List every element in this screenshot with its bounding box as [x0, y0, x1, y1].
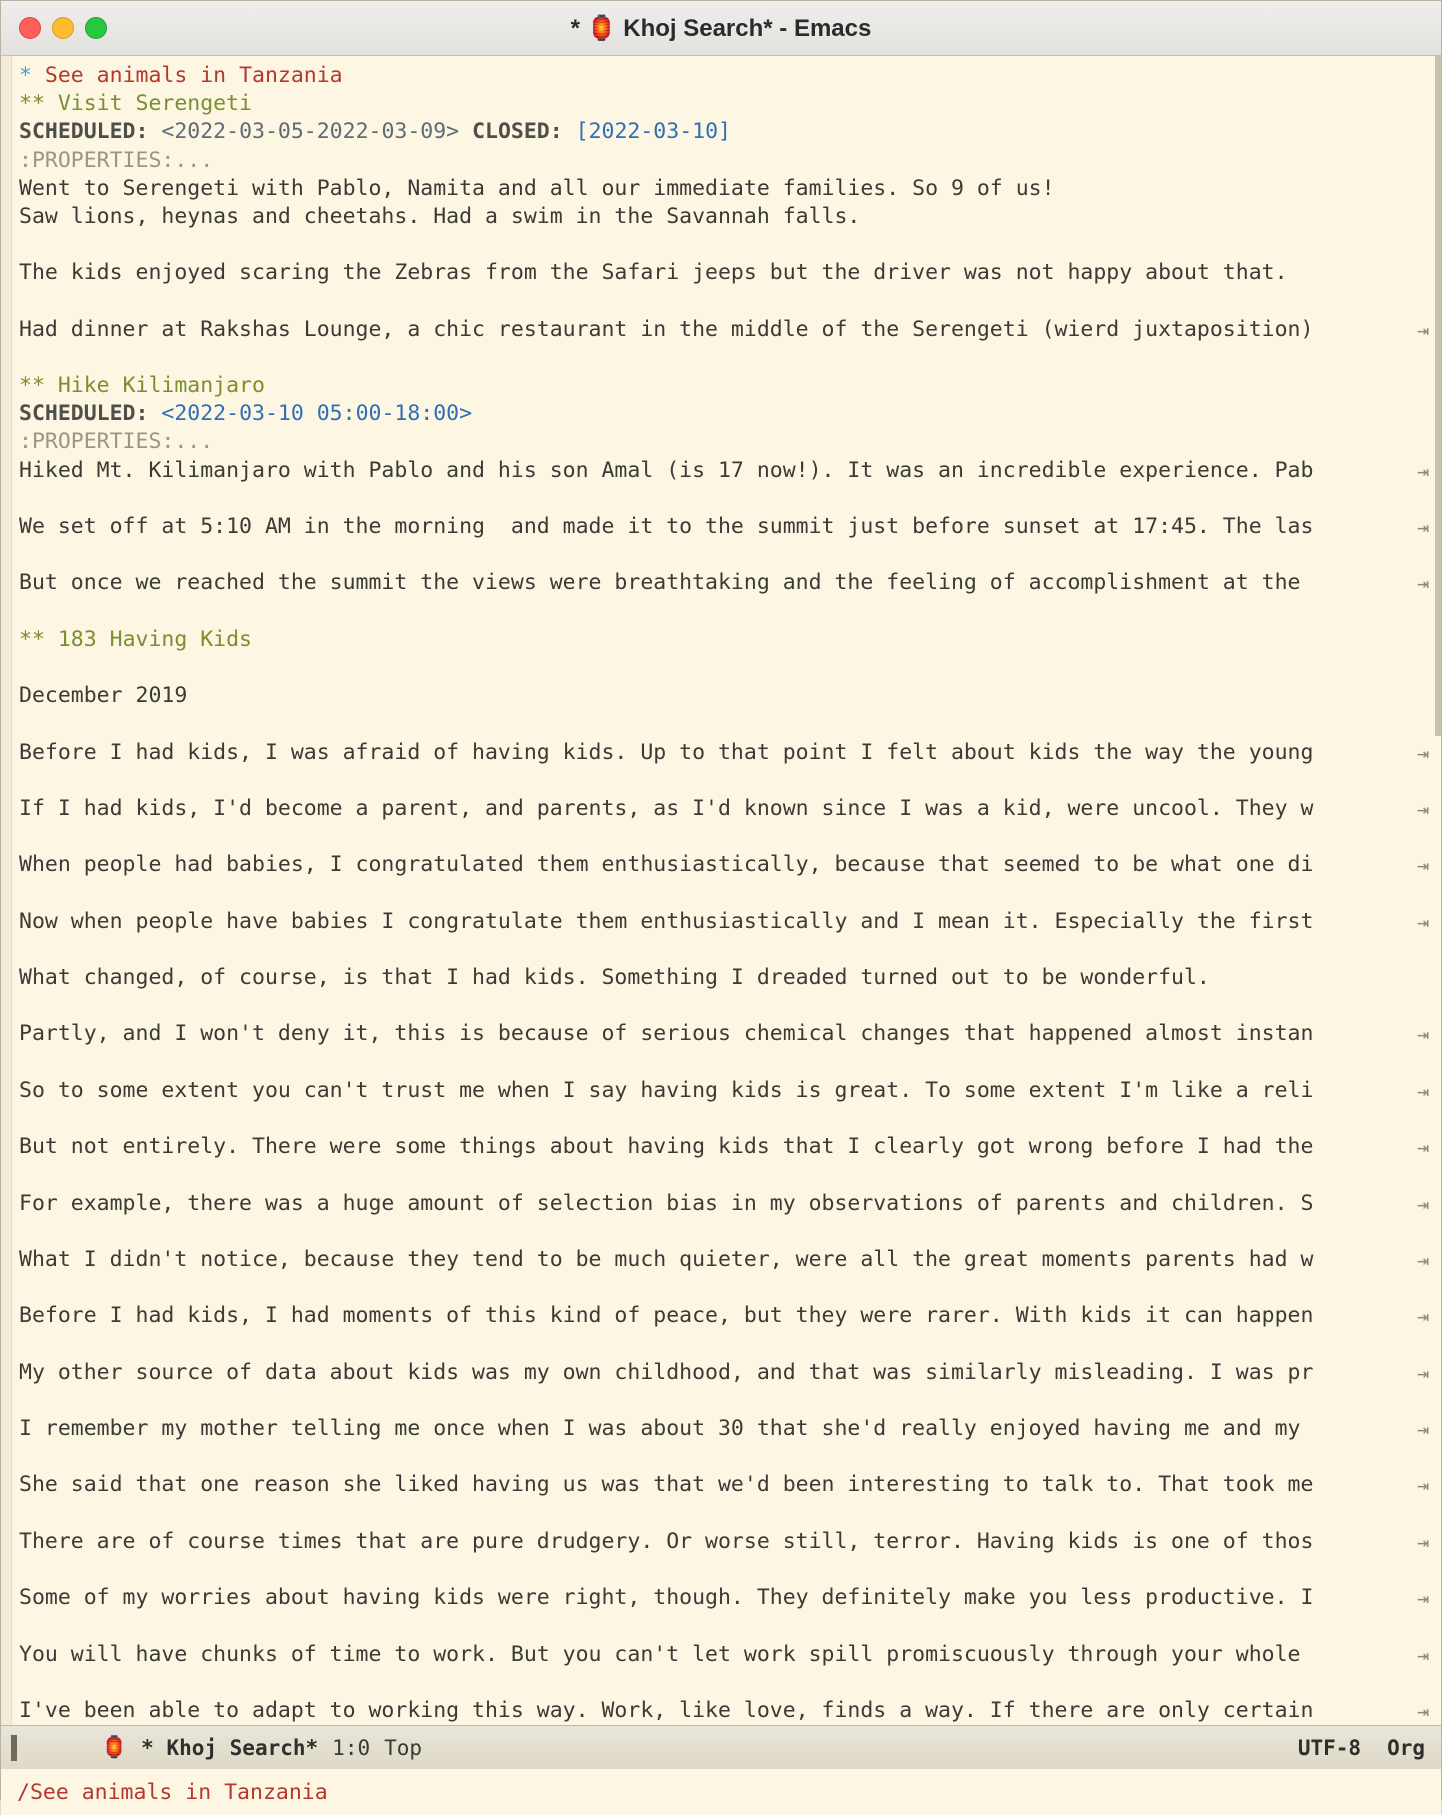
body-line: There are of course times that are pure drudgery. Or worse still, terror. Having kids is one of thos ⇥	[1, 1528, 1441, 1556]
org-heading-1[interactable]	[1, 62, 1441, 90]
scheduled-keyword: SCHEDULED:	[19, 119, 149, 145]
mode-line-right	[1298, 1736, 1425, 1760]
body-line: Partly, and I won't deny it, this is because of serious chemical changes that happened almost instan ⇥	[1, 1020, 1441, 1048]
blank-line	[1, 879, 1441, 907]
line-continuation-icon: ⇥	[1416, 317, 1429, 342]
body-line: So to some extent you can't trust me when I say having kids is great. To some extent I'm like a reli ⇥	[1, 1077, 1441, 1105]
blank-line	[1, 344, 1441, 372]
body-line: Before I had kids, I was afraid of having kids. Up to that point I felt about kids the way the young ⇥	[1, 739, 1441, 767]
blank-line	[1, 654, 1441, 682]
blank-line	[1, 1612, 1441, 1640]
body-line: Had dinner at Rakshas Lounge, a chic restaurant in the middle of the Serengeti (wierd juxtaposition) ⇥	[1, 316, 1441, 344]
blank-line	[1, 231, 1441, 259]
body-line: If I had kids, I'd become a parent, and parents, as I'd known since I was a kid, were uncool. They w ⇥	[1, 795, 1441, 823]
blank-line	[1, 1049, 1441, 1077]
blank-line	[1, 823, 1441, 851]
blank-line	[1, 1105, 1441, 1133]
line-continuation-icon: ⇥	[1416, 1529, 1429, 1554]
khoj-lantern-icon: 🏮	[101, 1735, 128, 1760]
mode-line-major-mode[interactable]: Org	[1387, 1735, 1425, 1760]
blank-line	[1, 1500, 1441, 1528]
blank-line	[1, 288, 1441, 316]
line-continuation-icon: ⇥	[1416, 1191, 1429, 1216]
line-continuation-icon: ⇥	[1416, 740, 1429, 765]
blank-line	[1, 1330, 1441, 1358]
mode-line-scroll-state: Top	[384, 1735, 423, 1760]
line-continuation-icon: ⇥	[1416, 1473, 1429, 1498]
window-title-prefix: *	[570, 14, 587, 42]
heading-text: See animals in Tanzania	[44, 63, 343, 88]
body-line: When people had babies, I congratulated them enthusiastically, because that seemed to be what one di ⇥	[1, 851, 1441, 879]
heading-text: Hike Kilimanjaro	[57, 373, 265, 399]
line-continuation-icon: ⇥	[1416, 1698, 1429, 1723]
properties-drawer[interactable]: :PROPERTIES:...	[19, 147, 214, 173]
scheduled-closed-line	[1, 118, 1441, 146]
closed-timestamp[interactable]: [2022-03-10]	[575, 119, 731, 145]
heading-text: Visit Serengeti	[57, 91, 253, 117]
window-title	[1, 14, 1441, 43]
line-continuation-icon: ⇥	[1416, 1022, 1429, 1047]
body-line: The kids enjoyed scaring the Zebras from the Safari jeeps but the driver was not happy about that.	[19, 260, 1288, 286]
line-continuation-icon: ⇥	[1416, 1417, 1429, 1441]
properties-drawer[interactable]: :PROPERTIES:...	[19, 429, 214, 455]
body-line: I've been able to adapt to working this way. Work, like love, finds a way. If there are only certain ⇥	[1, 1697, 1441, 1725]
body-line: Now when people have babies I congratulate them enthusiastically and I mean it. Especially the first ⇥	[1, 908, 1441, 936]
vertical-scrollbar[interactable]	[1435, 56, 1441, 1725]
blank-line	[1, 1161, 1441, 1189]
line-continuation-icon: ⇥	[1416, 796, 1429, 821]
blank-line	[1, 936, 1441, 964]
heading-text: 183 Having Kids	[57, 626, 253, 652]
body-line: Went to Serengeti with Pablo, Namita and all our immediate families. So 9 of us!	[19, 175, 1055, 201]
mode-line-position: 1:0	[332, 1735, 371, 1760]
body-line: For example, there was a huge amount of selection bias in my observations of parents and children. S ⇥	[1, 1190, 1441, 1218]
body-line: What changed, of course, is that I had kids. Something I dreaded turned out to be wonderful.	[19, 965, 1210, 990]
body-line: Some of my worries about having kids were right, though. They definitely make you less productive. I ⇥	[1, 1584, 1441, 1612]
line-continuation-icon: ⇥	[1416, 1078, 1429, 1103]
heading-bullet-icon: *	[19, 63, 32, 88]
blank-line	[1, 1274, 1441, 1302]
heading-bullet-icon: **	[19, 626, 45, 652]
body-line: My other source of data about kids was my own childhood, and that was similarly misleading. I was pr ⇥	[1, 1359, 1441, 1387]
heading-bullet-icon: **	[19, 91, 45, 117]
body-line: We set off at 5:10 AM in the morning and made it to the summit just before sunset at 17:45. The las ⇥	[1, 513, 1441, 541]
body-line: Hiked Mt. Kilimanjaro with Pablo and his son Amal (is 17 now!). It was an incredible experience. Pab ⇥	[1, 457, 1441, 485]
body-line: I remember my mother telling me once when I was about 30 that she'd really enjoyed having me and my ⇥	[1, 1415, 1441, 1443]
heading-bullet-icon: **	[19, 373, 45, 399]
blank-line	[1, 1556, 1441, 1584]
scrollbar-thumb[interactable]	[1435, 56, 1441, 736]
zoom-button[interactable]	[85, 17, 107, 39]
blank-line	[1, 485, 1441, 513]
window-controls	[19, 17, 107, 39]
blank-line	[1, 767, 1441, 795]
mode-line	[1, 1725, 1441, 1769]
body-line: But once we reached the summit the views were breathtaking and the feeling of accomplishment at the ⇥	[1, 569, 1441, 597]
line-continuation-icon: ⇥	[1416, 1642, 1429, 1667]
close-button[interactable]	[19, 17, 41, 39]
blank-line	[1, 541, 1441, 569]
window-title-text: Khoj Search* - Emacs	[616, 14, 872, 42]
line-continuation-icon: ⇥	[1416, 909, 1429, 934]
blank-line	[1, 598, 1441, 626]
blank-line	[1, 1443, 1441, 1471]
line-continuation-icon: ⇥	[1416, 1247, 1429, 1272]
body-line: Saw lions, heynas and cheetahs. Had a swim in the Savannah falls.	[19, 203, 861, 229]
org-heading-2-hike-kilimanjaro[interactable]	[1, 372, 1441, 400]
blank-line	[1, 1669, 1441, 1697]
mode-line-left	[1, 1735, 422, 1761]
body-line: December 2019	[19, 683, 188, 709]
line-continuation-icon: ⇥	[1416, 1135, 1429, 1160]
org-buffer[interactable]	[1, 56, 1441, 1725]
khoj-lantern-icon: 🏮	[586, 13, 617, 42]
blank-line	[1, 1387, 1441, 1415]
mode-line-encoding[interactable]: UTF-8	[1297, 1735, 1362, 1760]
scheduled-line	[1, 400, 1441, 428]
line-continuation-icon: ⇥	[1416, 1586, 1429, 1611]
minibuffer-text: /See animals in Tanzania	[17, 1779, 328, 1805]
mode-line-buffer-name[interactable]: * Khoj Search*	[141, 1735, 319, 1760]
body-line: But not entirely. There were some things about having kids that I clearly got wrong before I had the ⇥	[1, 1133, 1441, 1161]
blank-line	[1, 710, 1441, 738]
line-continuation-icon: ⇥	[1416, 853, 1429, 878]
scheduled-timestamp[interactable]: <2022-03-05-2022-03-09>	[161, 119, 460, 145]
closed-keyword: CLOSED:	[472, 119, 563, 145]
line-continuation-icon: ⇥	[1416, 458, 1429, 483]
body-line: What I didn't notice, because they tend to be much quieter, were all the great moments parents had w ⇥	[1, 1246, 1441, 1274]
line-continuation-icon: ⇥	[1416, 571, 1429, 596]
blank-line	[1, 992, 1441, 1020]
line-continuation-icon: ⇥	[1416, 515, 1429, 539]
org-heading-2-visit-serengeti[interactable]	[1, 90, 1441, 118]
scheduled-keyword: SCHEDULED:	[19, 401, 149, 427]
blank-line	[1, 1218, 1441, 1246]
line-continuation-icon: ⇥	[1416, 1304, 1429, 1329]
mode-line-indicator	[11, 1735, 17, 1761]
scheduled-timestamp[interactable]: <2022-03-10 05:00-18:00>	[161, 401, 473, 427]
title-bar	[1, 1, 1441, 56]
line-continuation-icon: ⇥	[1416, 1360, 1429, 1385]
minimize-button[interactable]	[52, 17, 74, 39]
org-heading-2-having-kids[interactable]	[1, 626, 1441, 654]
body-line: Before I had kids, I had moments of this kind of peace, but they were rarer. With kids it can happen ⇥	[1, 1302, 1441, 1330]
body-line: You will have chunks of time to work. But you can't let work spill promiscuously through your whole ⇥	[1, 1641, 1441, 1669]
minibuffer[interactable]	[1, 1769, 1441, 1815]
body-line: She said that one reason she liked having us was that we'd been interesting to talk to. That took me ⇥	[1, 1471, 1441, 1499]
